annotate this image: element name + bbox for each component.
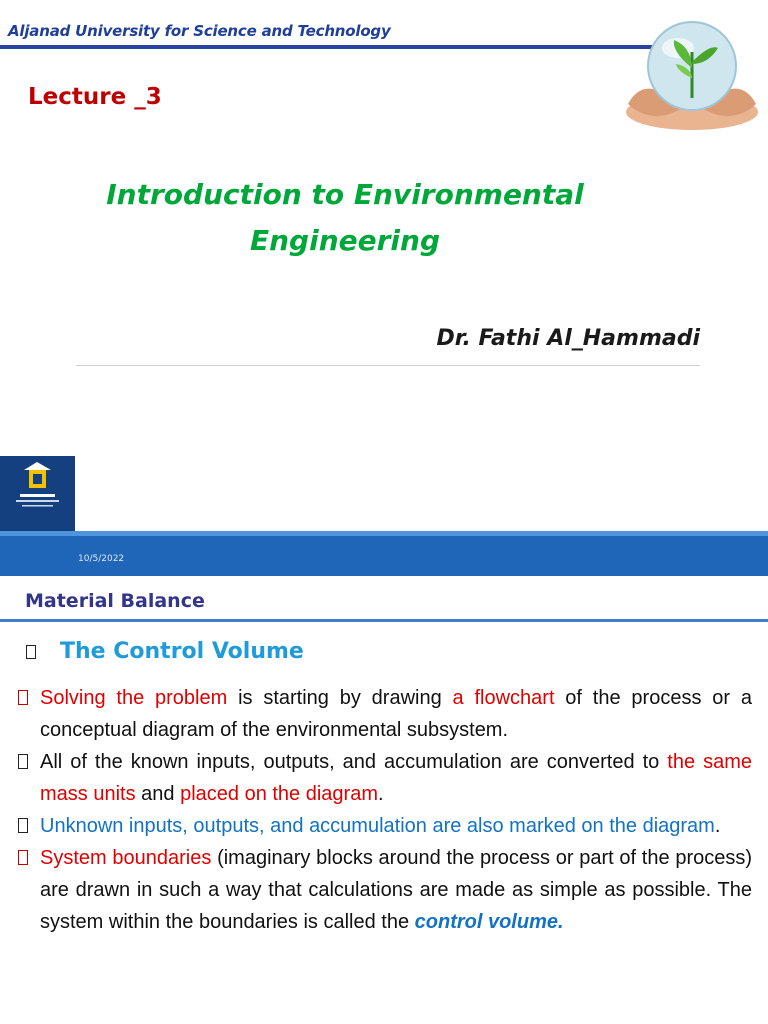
university-logo — [0, 456, 75, 532]
plain-text: (imaginary blocks around the process or part of the process) are drawn in such a way that calculations are made as simple as possible. The system within the boundaries is called the — [40, 847, 753, 933]
slide-date: 10/5/2022 — [78, 554, 125, 564]
plain-text: . — [714, 815, 721, 837]
bullet-item — [18, 746, 752, 810]
title-line-2: Engineering — [250, 224, 440, 257]
highlight-text: the same mass units — [40, 751, 752, 805]
bullet-text — [40, 842, 752, 938]
bullet-item — [18, 682, 752, 746]
bullet-text — [40, 746, 752, 810]
bullet-item — [18, 810, 752, 842]
highlight-text: Solving the problem — [40, 687, 228, 709]
subheading — [26, 639, 304, 664]
plain-text: is starting by drawing — [227, 687, 453, 709]
university-name: Aljanad University for Science and Technology — [8, 22, 391, 40]
author-name: Dr. Fathi Al_Hammadi — [436, 326, 700, 351]
highlight-text: placed on the diagram — [180, 783, 378, 805]
slide-title: Material Balance — [25, 590, 205, 612]
subheading-text: The Control Volume — [60, 639, 304, 664]
title-underline — [0, 619, 768, 622]
title-line-1: Introduction to Environmental — [106, 178, 584, 211]
highlight-text: Unknown inputs, outputs, and accumulation are also marked on the diagram — [40, 815, 715, 837]
bullet-text — [40, 682, 752, 746]
highlight-text: a flowchart — [452, 687, 555, 709]
logo-emblem-icon — [0, 456, 75, 532]
plain-text: . — [378, 783, 384, 805]
bullet-box-icon — [18, 754, 28, 769]
control-volume-term: control volume. — [414, 911, 564, 933]
plain-text: of the process or a conceptual diagram of the environmental subsystem. — [40, 687, 752, 741]
highlight-text: System boundaries — [40, 847, 212, 869]
header-rule — [0, 45, 672, 49]
material-balance-slide — [0, 576, 768, 1024]
presentation-title — [80, 172, 610, 264]
bullet-text — [40, 810, 752, 842]
hands-globe-image — [622, 8, 762, 134]
bullet-box-icon — [26, 645, 36, 659]
plain-text: All of the known inputs, outputs, and accumulation are converted to — [40, 751, 668, 773]
bullet-box-icon — [18, 850, 28, 865]
author-divider — [76, 365, 700, 366]
bullet-list — [18, 682, 752, 938]
lecture-number: Lecture _3 — [28, 84, 162, 110]
bullet-box-icon — [18, 818, 28, 833]
bullet-box-icon — [18, 690, 28, 705]
plain-text: and — [135, 783, 181, 805]
bullet-item — [18, 842, 752, 938]
